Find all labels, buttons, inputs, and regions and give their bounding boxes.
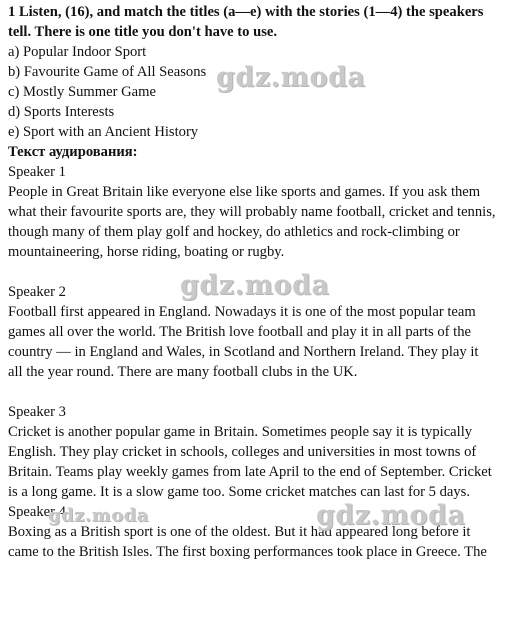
- speaker-1-section: [8, 162, 518, 262]
- speaker-text-line: Boxing as a British sport is one of the oldest. But it had appeared long before it: [8, 524, 471, 540]
- watermark-logo: gdz.moda: [316, 500, 466, 531]
- watermark-logo: gdz.moda: [48, 505, 149, 526]
- watermark-logo: gdz.moda: [180, 270, 330, 301]
- watermark-logo: gdz.moda: [216, 62, 366, 93]
- title-option-b: b) Favourite Game of All Seasons: [8, 64, 207, 80]
- speaker-text-line: Britain. Teams play weekly games from late April to the end of September. Cricket: [8, 464, 492, 480]
- speaker-text-line: all the year round. There are many football clubs in the UK.: [8, 364, 358, 380]
- title-option-e: e) Sport with an Ancient History: [8, 124, 199, 140]
- speaker-text-line: games all over the world. The British love football and play it in all parts of the: [8, 324, 471, 340]
- paragraph-gap: [8, 382, 518, 402]
- speaker-2-section: [8, 282, 518, 382]
- speaker-text-line: is a long game. It is a slow game too. Some cricket matches can last for 5 days.: [8, 484, 471, 500]
- titles-list: [8, 42, 518, 142]
- speaker-text-line: came to the British Isles. The first boxing performances took place in Greece. The: [8, 544, 487, 560]
- speaker-text-line: Football first appeared in England. Nowadays it is one of the most popular team: [8, 304, 476, 320]
- task-instruction: 1 Listen, (16), and match the titles (a—e) with the stories (1—4) the speakers: [8, 4, 484, 20]
- speaker-4-section: [8, 502, 518, 562]
- speaker-text-line: English. They play cricket in schools, colleges and universities in most towns of: [8, 444, 477, 460]
- speaker-label: Speaker 4: [8, 504, 66, 520]
- paragraph-gap: [8, 262, 518, 282]
- speaker-label: Speaker 1: [8, 164, 66, 180]
- speaker-3-section: [8, 402, 518, 502]
- speaker-text-line: what their favourite sports are, they will probably name football, cricket and tennis,: [8, 204, 496, 220]
- task-instruction: tell. There is one title you don't have to use.: [8, 24, 278, 40]
- document-page: [8, 2, 518, 562]
- speaker-label: Speaker 3: [8, 404, 66, 420]
- speaker-text-line: though many of them play golf and hockey, do athletics and rock-climbing or: [8, 224, 460, 240]
- speaker-label: Speaker 2: [8, 284, 66, 300]
- title-option-d: d) Sports Interests: [8, 104, 115, 120]
- title-option-a: a) Popular Indoor Sport: [8, 44, 147, 60]
- speaker-text-line: mountaineering, horse riding, boating or rugby.: [8, 244, 285, 260]
- speaker-text-line: Cricket is another popular game in Britain. Sometimes people say it is typically: [8, 424, 473, 440]
- title-option-c: c) Mostly Summer Game: [8, 84, 156, 100]
- speaker-text-line: People in Great Britain like everyone else like sports and games. If you ask them: [8, 184, 481, 200]
- transcript-heading: Текст аудирования:: [8, 144, 138, 160]
- speaker-text-line: country — in England and Wales, in Scotland and Northern Ireland. They play it: [8, 344, 479, 360]
